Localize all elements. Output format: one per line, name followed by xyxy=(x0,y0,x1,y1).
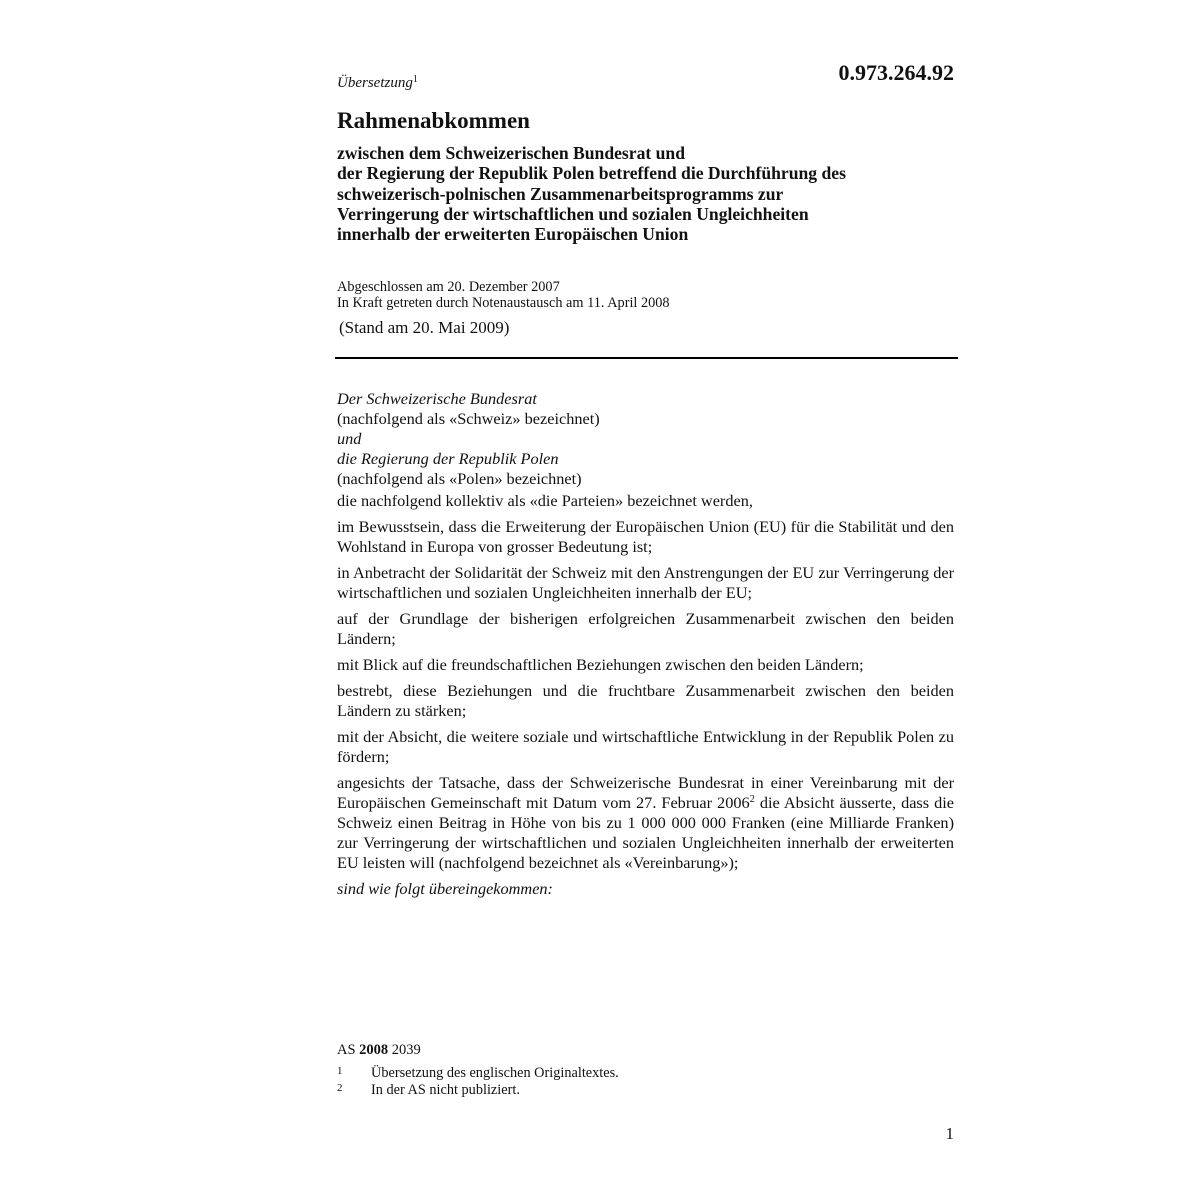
party-1: Der Schweizerische Bundesrat xyxy=(337,389,537,408)
subtitle-line: Verringerung der wirtschaftlichen und sozialen Ungleichheiten xyxy=(337,203,809,224)
preamble-paragraph: im Bewusstsein, dass die Erweiterung der Europäischen Union (EU) für die Stabilität und den Wohlstand in Europa von grosser Bedeutung ist; xyxy=(337,517,954,556)
header-divider xyxy=(335,357,958,359)
page-number: 1 xyxy=(945,1124,954,1143)
conjunction-and: und xyxy=(337,429,362,448)
translation-label-text: Übersetzung xyxy=(337,75,413,91)
preamble-paragraph: mit Blick auf die freundschaftlichen Beziehungen zwischen den beiden Ländern; xyxy=(337,655,864,674)
official-collection-reference xyxy=(337,1042,421,1059)
subtitle-line: schweizerisch-polnischen Zusammenarbeitsprogramms zur xyxy=(337,183,784,204)
preamble-paragraph: auf der Grundlage der bisherigen erfolgreichen Zusammenarbeit zwischen den beiden Ländern; xyxy=(337,609,954,648)
preamble-paragraph: bestrebt, diese Beziehungen und die fruchtbare Zusammenarbeit zwischen den beiden Ländern zu stärken; xyxy=(337,681,954,720)
preamble-paragraph: mit der Absicht, die weitere soziale und wirtschaftliche Entwicklung in der Republik Polen zu fördern; xyxy=(337,727,954,766)
footnote-text: Übersetzung des englischen Originaltextes. xyxy=(371,1065,619,1081)
document-meta xyxy=(337,279,670,311)
subtitle-line: der Regierung der Republik Polen betreffend die Durchführung des xyxy=(337,163,846,184)
status-date: (Stand am 20. Mai 2009) xyxy=(339,318,510,337)
clause-text: angesichts der Tatsache, dass der Schweizerische Bundesrat in einer Vereinbarung mit der Europäischen Gemeinschaft mit Datum vom 27. Februar 2006 xyxy=(337,773,954,812)
concluded-date: Abgeschlossen am 20. Dezember 2007 xyxy=(337,279,560,295)
document-subtitle xyxy=(337,143,957,244)
footnote xyxy=(337,1080,520,1098)
system-number: 0.973.264.92 xyxy=(838,60,954,85)
in-force-date: In Kraft getreten durch Notenaustausch am 11. April 2008 xyxy=(337,295,670,311)
footnote-number: 1 xyxy=(337,1065,343,1077)
footnote xyxy=(337,1063,619,1081)
closing-phrase: sind wie folgt übereingekommen: xyxy=(337,879,553,898)
footnote-number: 2 xyxy=(337,1082,343,1094)
subtitle-line: innerhalb der erweiterten Europäischen Union xyxy=(337,224,689,245)
party-1-description: (nachfolgend als «Schweiz» bezeichnet) xyxy=(337,409,600,428)
as-prefix: AS xyxy=(337,1042,356,1058)
footnote-ref-2[interactable]: 2 xyxy=(749,794,755,805)
footnote-text: In der AS nicht publiziert. xyxy=(371,1082,520,1098)
preamble-paragraph: in Anbetracht der Solidarität der Schweiz mit den Anstrengungen der EU zur Verringerung der wirtschaftlichen und sozialen Ungleichheiten innerhalb der EU; xyxy=(337,563,954,602)
document-body xyxy=(337,389,954,905)
party-2: die Regierung der Republik Polen xyxy=(337,449,559,468)
as-year: 2008 xyxy=(359,1042,389,1058)
party-2-description: (nachfolgend als «Polen» bezeichnet) xyxy=(337,469,582,488)
clause-text: die Absicht äusserte, dass die Schweiz einen Beitrag in Höhe von bis zu 1 000 000 000 Franken (eine Milliarde Franken) zur Verringerung der wirtschaftlichen und sozialen Ungleichheiten innerhalb der erweiterten EU leisten will (nachfolgend bezeichnet als «Vereinbarung»); xyxy=(337,793,955,872)
preamble-paragraph: die nachfolgend kollektiv als «die Parteien» bezeichnet werden, xyxy=(337,491,753,510)
document-title: Rahmenabkommen xyxy=(337,108,530,133)
footnote-ref-1[interactable]: 1 xyxy=(412,74,418,85)
subtitle-line: zwischen dem Schweizerischen Bundesrat und xyxy=(337,143,685,163)
as-page: 2039 xyxy=(391,1042,421,1058)
translation-label xyxy=(337,74,418,92)
preamble-paragraph-last xyxy=(337,773,954,873)
